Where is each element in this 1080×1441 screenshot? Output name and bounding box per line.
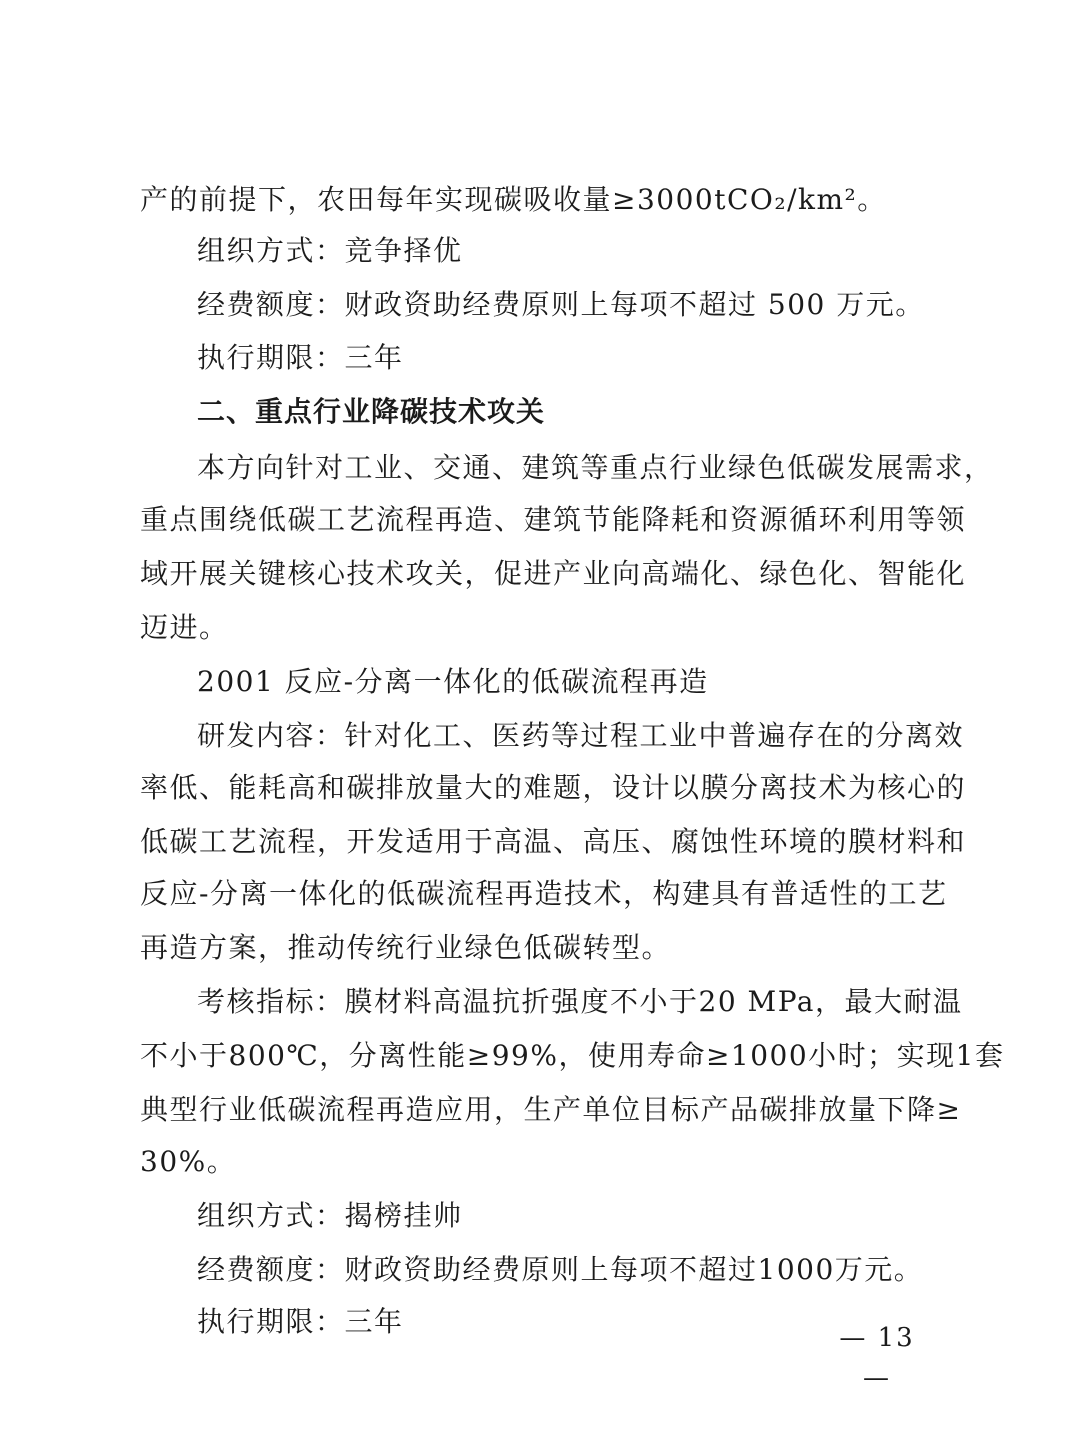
execution-period-line: 执行期限：三年 (197, 1305, 404, 1338)
paragraph-line: 率低、能耗高和碳排放量大的难题，设计以膜分离技术为核心的 (140, 771, 967, 804)
paragraph-line: 不小于800℃，分离性能≥99%，使用寿命≥1000小时；实现1套 (140, 1039, 1005, 1072)
paragraph-line: 重点围绕低碳工艺流程再造、建筑节能降耗和资源循环利用等领 (140, 503, 967, 536)
organization-method-line: 组织方式：揭榜挂帅 (197, 1199, 463, 1232)
paragraph-line: 本方向针对工业、交通、建筑等重点行业绿色低碳发展需求， (197, 451, 994, 484)
subsection-title: 2001 反应-分离一体化的低碳流程再造 (197, 665, 709, 698)
page-number: — 13 — (839, 1323, 915, 1393)
paragraph-line: 低碳工艺流程，开发适用于高温、高压、腐蚀性环境的膜材料和 (140, 825, 967, 858)
paragraph-line: 30%。 (140, 1145, 237, 1178)
paragraph-line: 再造方案，推动传统行业绿色低碳转型。 (140, 931, 672, 964)
paragraph-line: 产的前提下，农田每年实现碳吸收量≥3000tCO₂/km²。 (140, 183, 887, 216)
execution-period-line: 执行期限：三年 (197, 341, 404, 374)
paragraph-line: 迈进。 (140, 611, 229, 644)
paragraph-line: 研发内容：针对化工、医药等过程工业中普遍存在的分离效 (197, 719, 965, 752)
paragraph-line: 域开展关键核心技术攻关，促进产业向高端化、绿色化、智能化 (140, 557, 967, 590)
funding-amount-line: 经费额度：财政资助经费原则上每项不超过1000万元。 (197, 1253, 924, 1286)
section-heading: 二、重点行业降碳技术攻关 (197, 395, 546, 428)
organization-method-line: 组织方式：竞争择优 (197, 234, 463, 267)
paragraph-line: 反应-分离一体化的低碳流程再造技术，构建具有普适性的工艺 (140, 877, 948, 910)
funding-amount-line: 经费额度：财政资助经费原则上每项不超过 500 万元。 (197, 288, 925, 321)
paragraph-line: 典型行业低碳流程再造应用，生产单位目标产品碳排放量下降≥ (140, 1093, 962, 1126)
paragraph-line: 考核指标：膜材料高温抗折强度不小于20 MPa，最大耐温 (197, 985, 963, 1018)
